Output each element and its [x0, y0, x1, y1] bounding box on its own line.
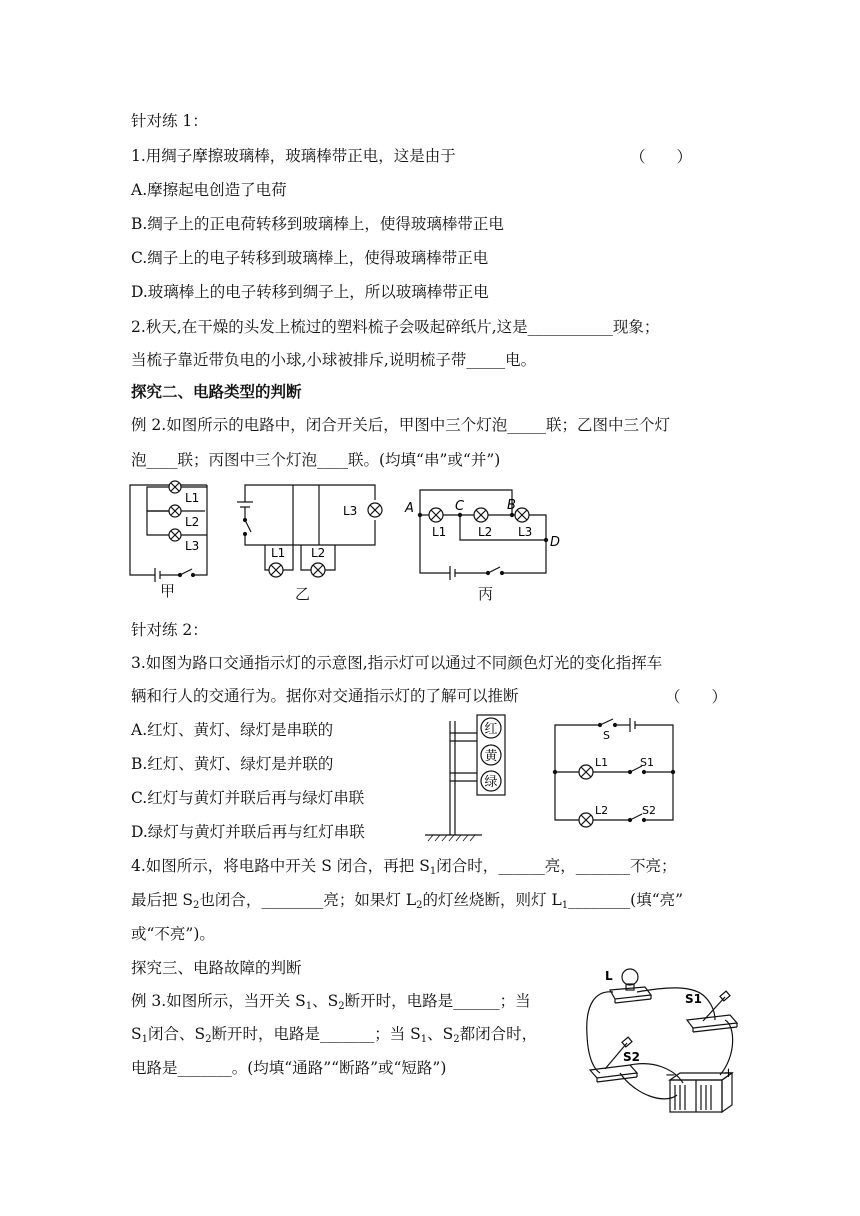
ex3-line1: 例 3.如图所示，当开关 $S_1$、$S_2$断开时，电路是______；当 [131, 992, 531, 1012]
yi-l1-label: L1 [271, 546, 286, 560]
ex3-line3: 电路是_______。(均填“通路”“断路”或“短路”) [131, 1059, 447, 1077]
explore3-heading: 探究三、电路故障的判断 [131, 959, 302, 977]
q3-option-b: B.红灯、黄灯、绿灯是并联的 [131, 755, 334, 773]
practice1-heading: 针对练 1： [131, 112, 208, 130]
q3-circuit [545, 715, 685, 840]
yi-l3-label: L3 [343, 504, 358, 518]
q3-line1: 3.如图为路口交通指示灯的示意图,指示灯可以通过不同颜色灯光的变化指挥车 [131, 654, 663, 672]
ex3-line2: $S_1$闭合、$S_2$断开时，电路是_______；当 $S_1$、$S_2$都闭合时， [131, 1025, 538, 1045]
q3-line2: 辆和行人的交通行为。据你对交通指示灯的了解可以推断 [131, 687, 519, 705]
q3-l2-label: L2 [595, 804, 609, 817]
circuit-bing [400, 480, 575, 580]
ex3-battery-plus: + [723, 1066, 734, 1081]
bing-l1-label: L1 [432, 525, 447, 539]
q3-option-a: A.红灯、黄灯、绿灯是串联的 [131, 721, 334, 739]
q3-answer-paren: （ ） [665, 688, 728, 706]
traffic-light-figure [420, 713, 525, 843]
ex3-physical-circuit [575, 965, 750, 1115]
q3-s1-label: S1 [640, 756, 654, 769]
q1-answer-paren: （ ） [630, 148, 693, 166]
q3-l1-label: L1 [595, 756, 609, 769]
ex3-bulb-label: L [605, 969, 613, 983]
ex3-battery-minus: − [665, 1068, 676, 1083]
bing-l3-label: L3 [518, 525, 533, 539]
practice2-heading: 针对练 2： [131, 621, 208, 639]
q3-option-d: D.绿灯与黄灯并联后再与红灯串联 [131, 823, 365, 841]
q1-stem: 1.用绸子摩擦玻璃棒，玻璃棒带正电，这是由于 [131, 147, 456, 165]
yi-l2-label: L2 [311, 546, 326, 560]
ex2-line2: 泡____联；丙图中三个灯泡____联。(均填“串”或“并”) [131, 451, 501, 469]
q3-s2-label: S2 [642, 804, 656, 817]
q3-option-c: C.红灯与黄灯并联后再与绿灯串联 [131, 789, 365, 807]
q4-line1: 4.如图所示，将电路中开关 S 闭合，再把 $S_1$闭合时，______亮，_______不亮； [131, 857, 677, 877]
ex3-s2-label: S2 [623, 1050, 640, 1064]
q3-switch-s-label: S [603, 729, 610, 742]
jia-l1-label: L1 [185, 491, 200, 505]
bing-node-c: C [455, 499, 465, 514]
circuit-yi [235, 480, 385, 580]
jia-caption: 甲 [160, 582, 176, 600]
bing-l2-label: L2 [478, 525, 493, 539]
q2-line1: 2.秋天,在干燥的头发上梳过的塑料梳子会吸起碎纸片,这是___________现象； [131, 318, 660, 336]
bing-node-d: D [550, 535, 561, 550]
traffic-green-label: 绿 [484, 775, 498, 790]
q1-option-b: B.绸子上的正电荷转移到玻璃棒上，使得玻璃棒带正电 [131, 215, 504, 233]
bing-node-b: B [507, 498, 516, 513]
q4-line2: 最后把 $S_2$也闭合，________亮；如果灯 $L_2$的灯丝烧断，则灯 $L_1\_\_\_\_\_\_\_\_$(填“亮” [131, 891, 684, 911]
bing-caption: 丙 [478, 585, 494, 603]
jia-l3-label: L3 [185, 539, 200, 553]
ex2-line1: 例 2.如图所示的电路中，闭合开关后，甲图中三个灯泡_____联；乙图中三个灯 [131, 416, 670, 434]
traffic-yellow-label: 黄 [484, 749, 498, 764]
bing-node-a: A [405, 501, 414, 516]
q1-option-c: C.绸子上的电子转移到玻璃棒上，使得玻璃棒带正电 [131, 249, 489, 267]
ex3-s1-label: S1 [685, 992, 702, 1006]
yi-caption: 乙 [295, 585, 311, 603]
explore2-heading: 探究二、电路类型的判断 [131, 382, 302, 401]
circuit-jia [125, 480, 215, 580]
traffic-red-label: 红 [484, 722, 498, 737]
q1-option-a: A.摩擦起电创造了电荷 [131, 181, 287, 199]
q1-option-d: D.玻璃棒上的电子转移到绸子上，所以玻璃棒带正电 [131, 283, 489, 301]
q2-line2: 当梳子靠近带负电的小球,小球被排斥,说明梳子带_____电。 [131, 351, 537, 369]
jia-l2-label: L2 [185, 515, 200, 529]
q4-line3: 或“不亮”)。 [131, 925, 215, 943]
